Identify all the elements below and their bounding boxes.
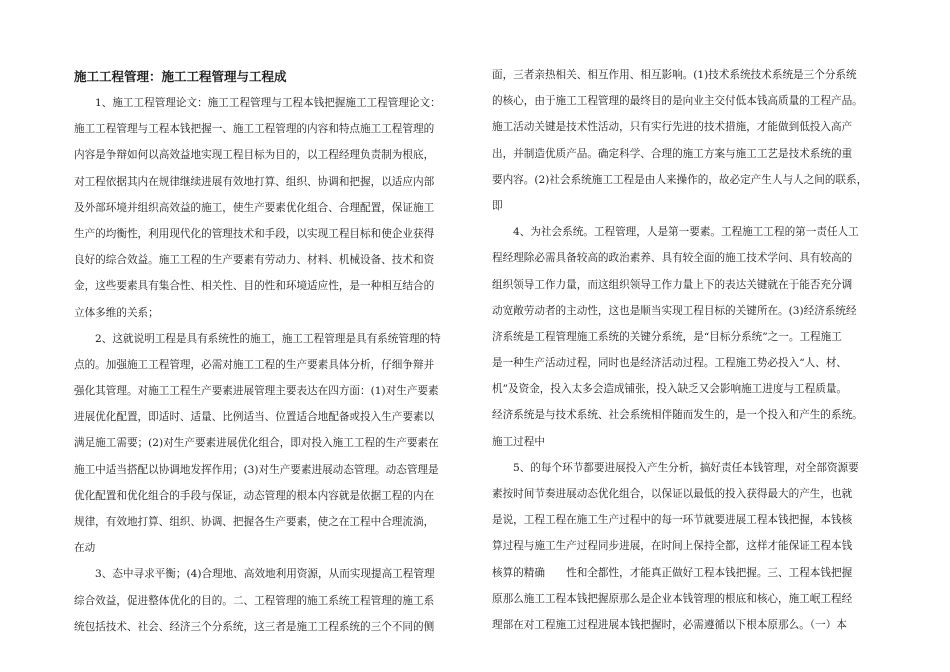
right-column [492,62,877,638]
text-line: 原那么施工工程本钱把握原那么是企业本钱管理的根底和核心，施工岷工程经 [492,592,853,605]
text-line: 5、的每个环节都要进展投入产生分析，搞好责任本钱管理，对全部资源要 [513,461,859,474]
text-line: 要内容。(2)社会系统施工工程是由人来操作的，故必定产生人与人之间的联系， [492,173,868,186]
text-line: 的核心，由于施工工程管理的最终目的是向业主交付低本钱高质量的工程产品。 [492,95,863,108]
text-line: 良好的综合效益。施工工程的生产要素有劳动力、材料、机械设备、技术和资 [74,254,435,267]
text-line: 综合效益，促进整体优化的目的。二、工程管理的施工系统工程管理的施工系 [74,594,435,607]
text-line: 即 [492,199,503,212]
text-line: 强化其管理。对施工工程生产要素进展管理主要表达在四方面：(1)对生产要素 [74,385,439,398]
text-line: 在动 [74,542,96,555]
text-line: 是一种生产活动过程，同时也是经济活动过程。工程施工势必投入“人、材、 [492,357,848,370]
text-line: 4、为社会系统。工程管理，人是第一要素。工程施工工程的第一责任人工 [513,226,859,239]
text-line: 施工中适当搭配以协调地发挥作用；(3)对生产要素进展动态管理。动态管理是 [74,463,439,476]
text-line: 理部在对工程施工过程进展本钱把握时，必需遵循以下根本原那么。（一）本 [492,618,847,631]
text-line: 点的。加强施工工程管理，必需对施工工程的生产要素具体分析，仔细争辩并 [74,358,435,371]
text-line: 2、这就说明工程是具有系统性的施工，施工工程管理是具有系统管理的特 [95,332,441,345]
text-line: 施工工程管理与工程本钱把握一、施工工程管理的内容和特点施工工程管理的 [74,123,435,136]
text-line: 统包括技术、社会、经济三个分系统，这三者是施工工程系统的三个不同的侧 [74,620,435,633]
text-line: 金，这些要素具有集合性、相关性、目的性和环境适应性，是一种相互结合的 [74,280,435,293]
text-line: 经济系统是与技术系统、社会系统相伴随而发生的，是一个投入和产生的系统。 [492,409,863,422]
text-line: 1、施工工程管理论文：施工工程管理与工程本钱把握施工工程管理论文： [95,97,441,109]
text-line: 组织领导工作力量，而这组织领导工作力量上下的表达关键就在于能否充分调 [492,278,853,291]
text-line: 程经理除必需具备较高的政治素养、具有较全面的施工技术学问、具有较高的 [492,252,853,265]
left-column [74,64,459,640]
text-line: 面，三者亲热相关、相互作用、相互影响。(1)技术系统技术系统是三个分系统 [492,69,857,81]
text-line: 内容是争辩如何以高效益地实现工程目标为目的，以工程经理负责制为根底， [74,149,435,162]
document-title: 施工工程管理：施工工程管理与工程成 [74,69,287,84]
text-line: 施工活动关键是技术性活动，只有实行先进的技术措施，才能做到低投入高产 [492,121,853,134]
text-line: 3、态中寻求平衡；(4)合理地、高效地利用资源，从而实现提高工程管理 [95,568,435,581]
text-line: 优化配置和优化组合的手段与保证，动态管理的根本内容就是依据工程的内在 [74,489,435,502]
text-line: 算过程与施工生产过程同步进展，在时间上保持全都，这样才能保证工程本钱 [492,540,853,553]
text-line: 生产的均衡性，利用现代化的管理技术和手段，以实现工程目标和使企业获得 [74,227,435,240]
text-line: 核算的精确 性和全都性，才能真正做好工程本钱把握。三、工程本钱把握 [492,566,853,579]
text-line: 机”及资金，投入太多会造成铺张，投入缺乏又会影响施工进度与工程质量。 [492,383,848,396]
text-line: 规律，有效地打算、组织、协调、把握各生产要素，使之在工程中合理流淌， [74,516,435,528]
text-line: 及外部环境并组织高效益的施工，使生产要素优化组合、合理配置，保证施工 [74,201,435,214]
text-line: 立体多维的关系； [74,306,159,319]
text-line: 是说，工程工程在施工生产过程中的每一环节就要进展工程本钱把握，本钱核 [492,514,853,527]
text-line: 济系统是工程管理施工系统的关键分系统，是“目标分系统”之一。工程施工 [492,330,842,343]
text-line: 对工程依据其内在规律继续进展有效地打算、组织、协调和把握，以适应内部 [74,175,435,188]
text-line: 施工过程中 [492,435,545,448]
text-line: 素按时间节奏进展动态优化组合，以保证以最低的投入获得最大的产生，也就 [492,488,853,500]
text-line: 满足施工需要；(2)对生产要素进展优化组合，即对投入施工工程的生产要素在 [74,437,439,450]
text-line: 动宽敞劳动者的主动性，这也是顺当实现工程目标的关键所在。(3)经济系统经 [492,304,857,317]
text-line: 出，并制造优质产品。确定科学、合理的施工方案与施工工艺是技术系统的重 [492,147,853,160]
text-line: 进展优化配置，即适时、适量、比例适当、位置适合地配备或投入生产要素以 [74,411,435,424]
